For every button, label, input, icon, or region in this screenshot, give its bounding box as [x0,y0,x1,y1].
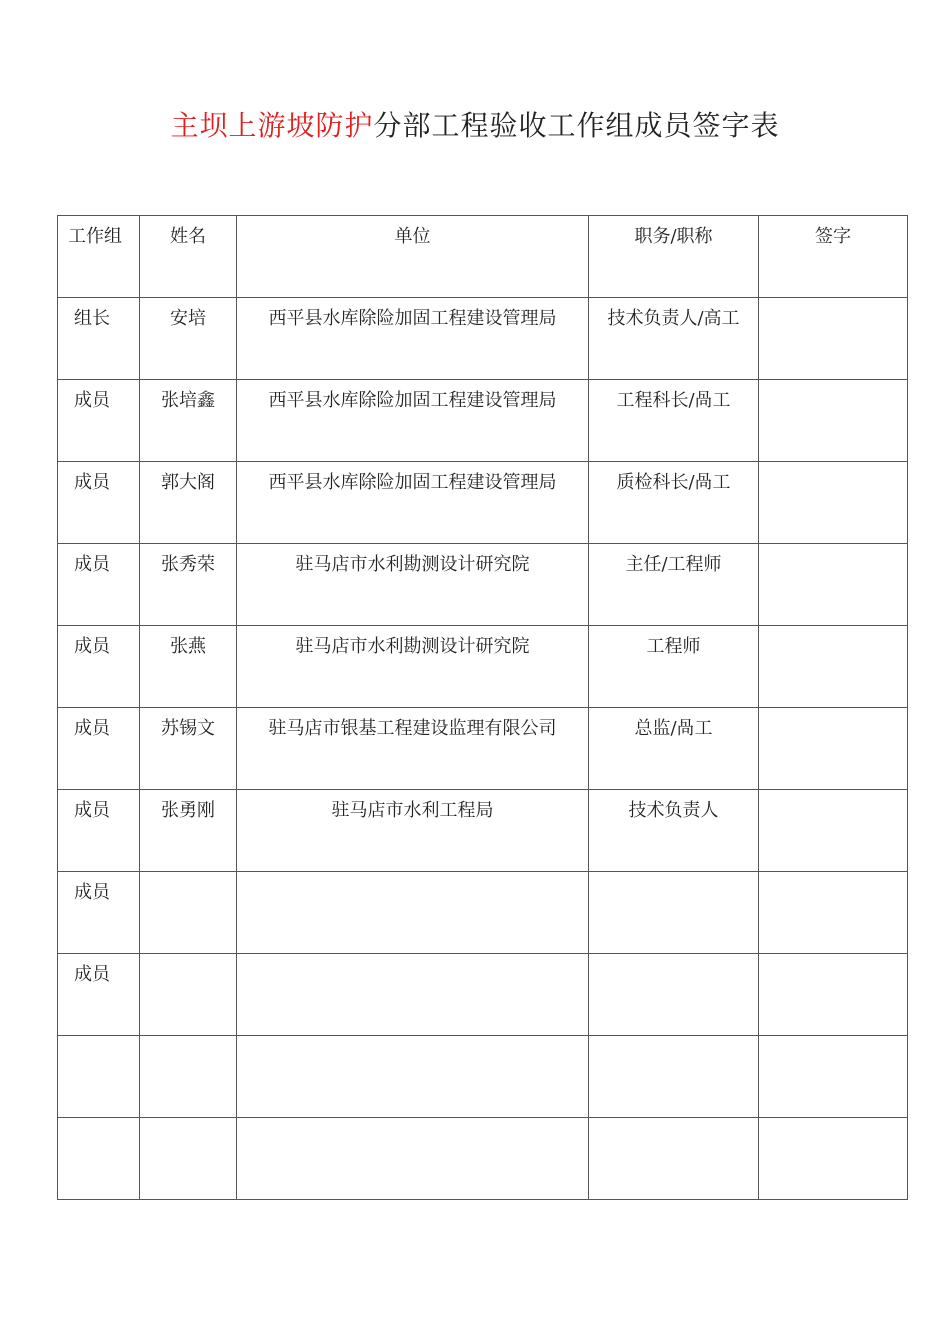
cell-group: 成员 [58,544,140,626]
cell-group: 成员 [58,872,140,954]
cell-unit: 驻马店市水利勘测设计研究院 [237,626,589,708]
cell-position [589,872,759,954]
cell-group: 成员 [58,380,140,462]
signature-table [57,215,908,1200]
table-row [58,626,908,708]
table-row [58,708,908,790]
table-row [58,954,908,1036]
cell-name: 苏锡文 [140,708,237,790]
table-row [58,1118,908,1200]
cell-signature[interactable] [759,1036,908,1118]
cell-signature[interactable] [759,708,908,790]
cell-unit: 驻马店市水利工程局 [237,790,589,872]
cell-group: 成员 [58,626,140,708]
table-row [58,872,908,954]
cell-unit [237,1036,589,1118]
cell-name: 安培 [140,298,237,380]
cell-position: 工程科长/咼工 [589,380,759,462]
cell-name [140,872,237,954]
table-row [58,790,908,872]
cell-group: 成员 [58,708,140,790]
header-cell-position: 职务/职称 [589,216,759,298]
header-cell-group: 工作组 [58,216,140,298]
cell-unit [237,954,589,1036]
cell-name [140,1036,237,1118]
cell-signature[interactable] [759,626,908,708]
cell-signature[interactable] [759,298,908,380]
cell-group: 成员 [58,790,140,872]
cell-group [58,1118,140,1200]
cell-name: 郭大阁 [140,462,237,544]
cell-position [589,1036,759,1118]
table-row [58,298,908,380]
cell-position: 工程师 [589,626,759,708]
cell-position: 主任/工程师 [589,544,759,626]
header-cell-name: 姓名 [140,216,237,298]
cell-position: 总监/咼工 [589,708,759,790]
cell-unit [237,872,589,954]
cell-signature[interactable] [759,1118,908,1200]
title-form-name: 分部工程验收工作组成员签字表 [373,109,780,142]
header-cell-signature: 签字 [759,216,908,298]
cell-group: 组长 [58,298,140,380]
cell-signature[interactable] [759,380,908,462]
cell-name [140,1118,237,1200]
table-row [58,1036,908,1118]
cell-unit: 驻马店市水利勘测设计研究院 [237,544,589,626]
cell-signature[interactable] [759,872,908,954]
table-header-row [58,216,908,298]
title-project-part: 主坝上游坡防护 [170,109,374,142]
cell-name: 张燕 [140,626,237,708]
header-cell-unit: 单位 [237,216,589,298]
cell-position: 技术负责人/高工 [589,298,759,380]
cell-signature[interactable] [759,954,908,1036]
cell-group: 成员 [58,462,140,544]
cell-name [140,954,237,1036]
cell-group [58,1036,140,1118]
cell-signature[interactable] [759,462,908,544]
signature-table-body [58,216,908,1200]
cell-unit: 驻马店市银基工程建设监理有限公司 [237,708,589,790]
cell-unit: 西平县水库除险加固工程建设管理局 [237,298,589,380]
cell-signature[interactable] [759,790,908,872]
cell-name: 张秀荣 [140,544,237,626]
table-row [58,380,908,462]
cell-name: 张培鑫 [140,380,237,462]
cell-unit: 西平县水库除险加固工程建设管理局 [237,380,589,462]
cell-position: 技术负责人 [589,790,759,872]
cell-group: 成员 [58,954,140,1036]
cell-position: 质检科长/咼工 [589,462,759,544]
page-title [0,108,950,144]
cell-name: 张勇刚 [140,790,237,872]
cell-unit: 西平县水库除险加固工程建设管理局 [237,462,589,544]
cell-signature[interactable] [759,544,908,626]
cell-position [589,954,759,1036]
cell-unit [237,1118,589,1200]
table-row [58,462,908,544]
cell-position [589,1118,759,1200]
table-row [58,544,908,626]
